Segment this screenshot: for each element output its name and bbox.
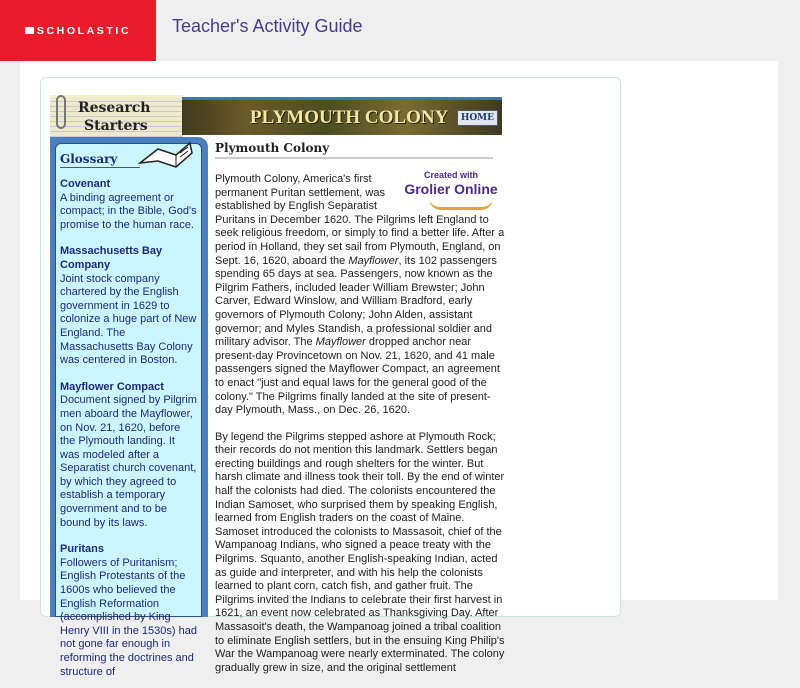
glossary-term: Mayflower Compact bbox=[60, 380, 164, 393]
text: Plymouth Colony, America's first permanent Puritan settlement, was established by English Separatist Puritans in December 1620. The Pilgrims left England to seek religious freedom, or simply to find a better life. After a period in Holland, they set sail from Plymouth, England, on Sept. 16, 1620, aboard the bbox=[215, 173, 505, 267]
plymouth-colony-banner bbox=[182, 97, 502, 135]
page-title: Teacher's Activity Guide bbox=[172, 16, 363, 36]
brand-name: SCHOLASTIC bbox=[36, 24, 132, 37]
glossary-entry bbox=[60, 543, 197, 679]
glossary-term: Massachusetts Bay Company bbox=[60, 245, 163, 271]
starters-label: Starters bbox=[84, 118, 148, 134]
glossary-definition: A binding agreement or compact; in the Bible, God's promise to the human race. bbox=[60, 191, 197, 231]
glossary-entry bbox=[60, 245, 197, 367]
article bbox=[215, 141, 505, 688]
open-book-icon bbox=[136, 141, 194, 169]
paperclip-icon bbox=[56, 95, 66, 129]
book-icon bbox=[25, 27, 34, 34]
ship-name: Mayflower bbox=[315, 336, 366, 349]
glossary-sidebar bbox=[50, 137, 208, 678]
site-header bbox=[0, 0, 800, 61]
research-label: Research bbox=[78, 100, 151, 116]
ship-name: Mayflower bbox=[348, 254, 399, 267]
glossary-entry bbox=[60, 381, 197, 531]
glossary-entry bbox=[60, 178, 197, 232]
research-starters-logo[interactable] bbox=[50, 95, 183, 137]
glossary-term: Puritans bbox=[60, 543, 105, 556]
grolier-created-with: Created with bbox=[423, 170, 478, 180]
text: dropped anchor near present-day Provincetown on Nov. 21, 1620, and 41 male passengers signed the Mayflower Compact, an agreement to enact "just and equal laws for the general good of the colony." The Pilgrims finally landed at the site of present-day Plymouth, Mass., on Dec. 26, 1620. bbox=[215, 336, 500, 417]
glossary-definition: Document signed by Pilgrim men aboard the Mayflower, on Nov. 21, 1620, before the Plymouth landing. It was modeled after a Separatist church covenant, by which they agreed to establish a temporary government and to be bound by its laws. bbox=[60, 394, 197, 529]
home-button[interactable]: HOME bbox=[457, 110, 498, 126]
glossary-term: Covenant bbox=[60, 178, 111, 190]
swoosh-icon bbox=[429, 198, 493, 210]
article-heading: Plymouth Colony bbox=[215, 141, 493, 159]
scholastic-logo[interactable] bbox=[0, 0, 156, 61]
article-paragraph: By legend the Pilgrims stepped ashore at Plymouth Rock; their records do not mention this landmark. Settlers began erecting buildings and rough shelters for the winter. But harsh climate and illness took their toll. By the end of winter half the colonists had died. The colonists encountered the Indian Samoset, who surprised them by speaking English, learned from English traders on the coast of Maine. Samoset introduced the colonists to Massasoit, chief of the Wampanoag Indians, who signed a peace treaty with the Pilgrims. Squanto, another English-speaking Indian, acted as guide and interpreter, and with his help the colonists learned to plant corn, catch fish, and gather fruit. The Pilgrims invited the Indians to celebrate their first harvest in 1621, an event now celebrated as Thanksgiving Day. After Massasoit's death, the Wampanoag joined a tribal coalition to eliminate English settlers, but in the ensuing King Philip's War the Wampanoag were nearly exterminated. The colony gradually grew in size, and the original settlement bbox=[215, 430, 505, 674]
banner-title: PLYMOUTH COLONY bbox=[250, 107, 449, 128]
glossary-definition: Joint stock company chartered by the English government in 1629 to colonize a huge part of New England. The Massachusetts Bay Colony was centered in Boston. bbox=[60, 272, 197, 367]
glossary-title: Glossary bbox=[60, 152, 140, 168]
glossary-definition: Followers of Puritanism; English Protestants of the 1600s who believed the English Reformation (accomplished by King Henry VIII in the 1530s) had not gone far enough in reforming the doctrines and structure of bbox=[60, 556, 197, 678]
grolier-name: Grolier Online bbox=[404, 181, 498, 197]
text: , its 102 passengers spending 65 days at sea. Passengers, now known as the Pilgrim Fathers, included leader William Brewster; John Carver, Edward Winslow, and William Bradford, early governors of Plymouth Colony; John Alden, assistant governor; and Myles Standish, a professional soldier and military advisor. The bbox=[215, 254, 497, 349]
grolier-online-logo[interactable] bbox=[401, 170, 501, 212]
